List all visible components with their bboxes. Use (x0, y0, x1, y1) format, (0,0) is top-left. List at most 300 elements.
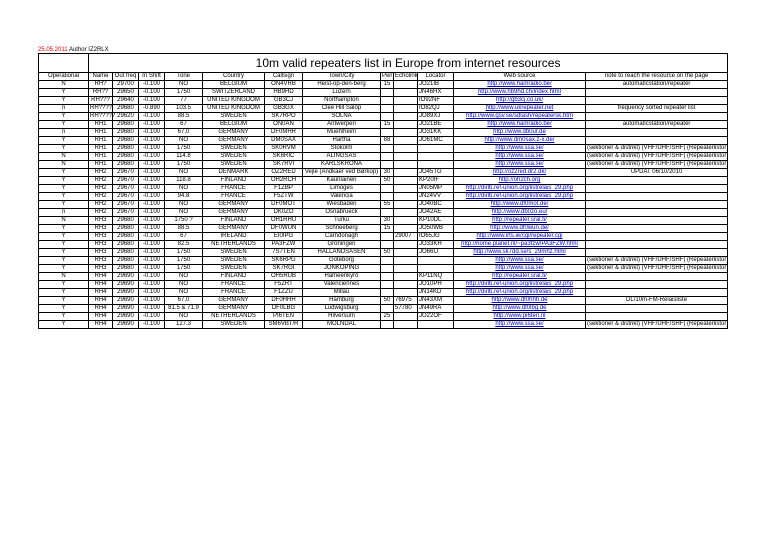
table-cell: JO66IJ (418, 249, 454, 257)
table-cell: DM0SAX (265, 137, 303, 145)
table-cell: -0.100 (139, 121, 165, 129)
table-cell: Y (39, 137, 89, 145)
table-cell: 29680 (113, 153, 139, 161)
web-source-link[interactable]: http://www.hamradio.be/ (454, 121, 586, 129)
table-cell: SK7RGI (265, 265, 303, 273)
table-cell: 103.5 (165, 105, 203, 113)
table-cell: -0.100 (139, 217, 165, 225)
table-row (39, 281, 728, 289)
web-source-link[interactable]: http://www.ssa.se/ (454, 257, 586, 265)
table-cell (586, 185, 728, 193)
table-cell: Y (39, 121, 89, 129)
table-cell: 82.5 (165, 241, 203, 249)
table-cell (418, 265, 454, 273)
table-cell (586, 289, 728, 297)
table-cell: 29680 (113, 241, 139, 249)
table-cell (586, 313, 728, 321)
table-cell: 1750 (165, 145, 203, 153)
table-cell: SWEDEN (203, 257, 265, 265)
table-cell: -0.100 (139, 297, 165, 305)
table-cell: -0.100 (139, 193, 165, 201)
table-cell: SK6RIC (265, 153, 303, 161)
table-cell: 7S7TEN (265, 249, 303, 257)
table-cell: 57780 (394, 305, 418, 313)
table-cell: SWITZERLAND (203, 89, 265, 97)
table-cell: SM6VBT/R (265, 321, 303, 329)
table-row (39, 137, 728, 145)
table-cell: GERMANY (203, 305, 265, 313)
table-cell: 29680 (113, 105, 139, 113)
table-cell: NO (165, 313, 203, 321)
table-cell: RH4 (89, 289, 113, 297)
table-cell (394, 81, 418, 89)
table-cell (394, 113, 418, 121)
table-cell: JO31KK (418, 129, 454, 137)
table-cell: 94.8 (165, 193, 203, 201)
table-cell: DK0ZO (265, 209, 303, 217)
table-cell: RH3 (89, 265, 113, 273)
table-cell: MOLNDAL (303, 321, 381, 329)
table-cell: PI6TEN (265, 313, 303, 321)
table-cell: N (39, 161, 89, 169)
table-cell (418, 257, 454, 265)
table-cell (394, 185, 418, 193)
web-source-link[interactable]: http://www.gsv.se/sdlash/repeatersk.htm (454, 113, 586, 121)
table-cell: -0.100 (139, 145, 165, 153)
web-source-link[interactable]: http://www.dm0sax.z-x.de/ (454, 137, 586, 145)
web-source-link[interactable]: http://home.planet.nl/~pa3fzw/PA3FZW.html (454, 241, 586, 249)
web-source-link[interactable]: http://dirlb.ref-union.org/listrelais_29.php (454, 289, 586, 297)
table-cell: Goteborg (303, 257, 381, 265)
table-cell: Y (39, 249, 89, 257)
table-cell: Limoges (303, 185, 381, 193)
table-cell (586, 225, 728, 233)
table-cell: IO82QJ (418, 105, 454, 113)
table-cell: GERMANY (203, 201, 265, 209)
table-cell: SK7RPO (265, 113, 303, 121)
table-cell: IO65JG (418, 233, 454, 241)
table-cell: 15 (381, 121, 394, 129)
column-header: Out freq (113, 73, 139, 81)
table-cell: FINLAND (203, 217, 265, 225)
table-row (39, 81, 728, 89)
table-cell (394, 129, 418, 137)
table-cell (381, 129, 394, 137)
table-cell (381, 305, 394, 313)
table-cell: 81.5 & 71.9 (165, 305, 203, 313)
web-source-link[interactable]: http://www.df0wun.de/ (454, 225, 586, 233)
web-source-link[interactable]: http://www.ssa.se/ (454, 161, 586, 169)
table-cell: Y (39, 313, 89, 321)
web-source-link[interactable]: http://www.ssa.se/ (454, 321, 586, 329)
table-cell: NETHERLANDS (203, 313, 265, 321)
table-cell: 29650 (113, 89, 139, 97)
column-header: Pwr (382, 73, 393, 79)
table-cell: OH1RHU (265, 217, 303, 225)
table-cell (586, 89, 728, 97)
table-cell: F5ZRT (265, 281, 303, 289)
table-cell: EI0IPG (265, 233, 303, 241)
table-cell (381, 153, 394, 161)
column-header: Tone (165, 73, 203, 81)
table-cell (586, 305, 728, 313)
web-source-link[interactable]: http://www.df0mot.de/ (454, 201, 586, 209)
table-cell: -0.100 (139, 137, 165, 145)
table-cell: (sektioner & distrikt) (VHF/UHF/SHF) (Repeaterlistor) (587, 153, 729, 159)
table-cell: (sektioner & distrikt) (VHF/UHF/SHF) (Repeaterlistor) (587, 265, 729, 271)
table-cell: RH?? (89, 89, 113, 97)
table-cell: 29690 (113, 297, 139, 305)
web-source-link[interactable]: http://www.ssa.se/ (454, 265, 586, 273)
web-source-link[interactable]: http://www.sk7dd.se/s_29mhz.html (454, 249, 586, 257)
table-cell: BELGIUM (203, 81, 265, 89)
table-cell (381, 281, 394, 289)
table-cell: RH3 (89, 241, 113, 249)
table-cell: -0.100 (139, 153, 165, 161)
table-cell: 50 (381, 177, 394, 185)
table-cell: Y (39, 113, 89, 121)
table-cell: -0.100 (139, 273, 165, 281)
table-cell: JN05MP (418, 185, 454, 193)
table-cell: 29690 (113, 321, 139, 329)
table-cell (381, 257, 394, 265)
web-source-link[interactable]: http://www.ssa.se/ (454, 145, 586, 153)
table-cell: Turku (303, 217, 381, 225)
table-cell: FRANCE (203, 289, 265, 297)
table-cell (586, 249, 728, 257)
table-cell: -0.100 (139, 289, 165, 297)
table-cell: Ludwigsburg (303, 305, 381, 313)
table-cell: Y (39, 321, 89, 329)
table-cell: Hilversum (303, 313, 381, 321)
table-cell: OH5RUB (265, 273, 303, 281)
table-cell: DF0MOT (265, 201, 303, 209)
table-cell: -0.890 (139, 105, 165, 113)
table-cell: Northampton (303, 97, 381, 105)
table-cell: 29670 (113, 169, 139, 177)
table-cell: Y (39, 265, 89, 273)
table-cell: 67 (165, 121, 203, 129)
repeater-table (38, 53, 728, 329)
web-source-link[interactable]: http://www.db0zo.eu/ (454, 209, 586, 217)
table-cell: KARLSKRONA (303, 161, 381, 169)
table-cell (394, 121, 418, 129)
table-cell: -0.100 (139, 89, 165, 97)
column-header: Echolink (395, 73, 418, 79)
table-row (39, 225, 728, 233)
table-cell: Y (39, 145, 89, 153)
table-cell: 29007 (394, 233, 418, 241)
table-row (39, 185, 728, 193)
column-header: Name (89, 73, 113, 81)
table-cell: 50 (381, 297, 394, 305)
web-source-link[interactable]: http://dirlb.ref-union.org/listrelais_29.php (454, 193, 586, 201)
table-cell: 114.8 (165, 153, 203, 161)
table-row (39, 105, 728, 113)
table-cell: 29670 (113, 201, 139, 209)
table-cell (418, 321, 454, 329)
web-source-link[interactable]: http://dirlb.ref-union.org/listrelais_29.php (454, 281, 586, 289)
table-cell: -0.100 (139, 249, 165, 257)
table-cell: Millau (303, 289, 381, 297)
table-cell: 29670 (113, 185, 139, 193)
table-cell: 88.5 (165, 225, 203, 233)
table-cell: F1ZBP (265, 185, 303, 193)
table-cell: NO (165, 201, 203, 209)
table-cell (394, 241, 418, 249)
table-cell (586, 241, 728, 249)
table-cell (394, 265, 418, 273)
table-cell: Hamburg (303, 297, 381, 305)
web-source-link[interactable]: http://repeater.sral.fi/ (454, 273, 586, 281)
table-cell: RH2 (89, 169, 113, 177)
table-cell (394, 97, 418, 105)
table-cell: RH??? (89, 97, 113, 105)
table-cell: 29680 (113, 217, 139, 225)
table-cell: -0.100 (139, 185, 165, 193)
table-cell (586, 137, 728, 145)
table-cell: RH4 (89, 273, 113, 281)
column-header: In Shift (139, 73, 165, 81)
table-cell: 29680 (113, 225, 139, 233)
web-source-link[interactable]: http://www.ukrepeater.net (454, 105, 586, 113)
web-source-link[interactable]: http://www.pi6ten.nl (454, 313, 586, 321)
table-cell: JO50WB (418, 225, 454, 233)
table-cell (586, 273, 728, 281)
table-cell: 29670 (113, 209, 139, 217)
table-cell: 76975 (394, 297, 418, 305)
table-cell: GB3GX (265, 105, 303, 113)
table-cell: Carndonagh (303, 233, 381, 241)
table-cell: -0.100 (139, 81, 165, 89)
table-cell: KP20IF (418, 177, 454, 185)
table-cell: 55 (381, 201, 394, 209)
table-cell: FINLAND (203, 273, 265, 281)
table-cell (394, 217, 418, 225)
table-cell: -0.100 (139, 321, 165, 329)
table-cell: 29700 (113, 81, 139, 89)
table-row (39, 305, 728, 313)
table-row (39, 193, 728, 201)
web-source-link[interactable]: http://www.hamradio.be/ (454, 81, 586, 89)
table-cell: NO (165, 185, 203, 193)
table-cell: (sektioner & distrikt) (VHF/UHF/SHF) (Repeaterlistor) (587, 321, 729, 327)
column-header: Locator (418, 73, 454, 81)
web-source-link[interactable]: http://www.hb9hd.ch/index.html (454, 89, 586, 97)
table-cell: SK0RVM (265, 145, 303, 153)
table-cell: FRANCE (203, 281, 265, 289)
table-cell: SK6RPG (265, 257, 303, 265)
web-source-link[interactable]: http://oh2ch.org (454, 177, 586, 185)
table-cell (381, 265, 394, 273)
table-cell (381, 289, 394, 297)
table-cell: Valenciennes (303, 281, 381, 289)
table-cell: 50 (381, 249, 394, 257)
table-cell: N (39, 217, 89, 225)
web-source-link[interactable]: http://repeater.sral.fi/ (454, 217, 586, 225)
table-cell: Y (39, 89, 89, 97)
table-cell: 29680 (113, 161, 139, 169)
column-header: Town/City (303, 73, 381, 81)
table-cell: Antwerpen (303, 121, 381, 129)
table-cell (381, 321, 394, 329)
table-cell: 29680 (113, 265, 139, 273)
table-cell: 77 (165, 97, 203, 105)
table-cell: 29680 (113, 233, 139, 241)
table-cell: Y (39, 185, 89, 193)
table-cell: automaticstation/repeater (586, 81, 728, 89)
table-cell: -0.100 (139, 201, 165, 209)
table-cell: FRANCE (203, 193, 265, 201)
table-row (39, 161, 728, 169)
table-cell: NO (165, 81, 203, 89)
table-row (39, 169, 728, 177)
table-cell (381, 233, 394, 241)
web-source-link[interactable]: http://www.df0lbg.de (454, 305, 586, 313)
table-cell (394, 249, 418, 257)
table-cell: SWEDEN (203, 113, 265, 121)
table-cell: RH???? (90, 105, 113, 111)
table-cell: GERMANY (203, 225, 265, 233)
table-cell: 29690 (113, 313, 139, 321)
table-cell: ON4VRB (265, 81, 303, 89)
table-cell: Hartha (303, 137, 381, 145)
table-cell: -0.100 (139, 209, 165, 217)
table-cell: n (39, 209, 89, 217)
column-header: Country (203, 73, 265, 81)
table-cell: 29690 (113, 281, 139, 289)
table-cell: N (39, 153, 89, 161)
table-cell (394, 313, 418, 321)
table-cell: Vejle (Andkaer ved Børkop) (303, 169, 381, 177)
table-cell: -0.100 (139, 241, 165, 249)
table-cell: 1750 (165, 161, 203, 169)
table-cell (586, 177, 728, 185)
table-cell (394, 137, 418, 145)
table-row (39, 153, 728, 161)
table-cell: Y (39, 281, 89, 289)
table-cell: 15 (381, 81, 394, 89)
table-cell: SWEDEN (203, 265, 265, 273)
table-cell: RH4 (89, 313, 113, 321)
table-cell (394, 257, 418, 265)
web-source-link[interactable]: http://oz2red.dr2.dk/ (454, 169, 586, 177)
table-cell (394, 201, 418, 209)
table-cell: 29690 (113, 273, 139, 281)
table-cell: Heist-op-den-berg (303, 81, 381, 89)
table-row (39, 217, 728, 225)
table-cell: 29640 (113, 97, 139, 105)
table-cell: FRANCE (203, 185, 265, 193)
table-cell (586, 209, 728, 217)
table-cell: Clee Hill Salop (303, 105, 381, 113)
table-cell: SOLNA (303, 113, 381, 121)
table-row (39, 145, 728, 153)
table-cell: 67.0 (165, 129, 203, 137)
table-cell: JO21BE (418, 121, 454, 129)
table-cell: IO92NF (418, 97, 454, 105)
web-source-link[interactable]: http://www.db0ur.de (454, 129, 586, 137)
table-cell: FINLAND (203, 177, 265, 185)
table-cell: RH4 (89, 297, 113, 305)
table-cell (394, 209, 418, 217)
table-cell (586, 201, 728, 209)
table-cell: -0.100 (139, 161, 165, 169)
table-cell: -0.100 (139, 129, 165, 137)
table-cell (394, 169, 418, 177)
table-cell: JN49RA (418, 305, 454, 313)
table-cell: RH3 (89, 257, 113, 265)
table-cell: KP10DL (418, 217, 454, 225)
table-cell: Luzern (303, 89, 381, 97)
table-cell (394, 89, 418, 97)
table-cell (381, 97, 394, 105)
table-cell (381, 105, 394, 113)
table-cell: RH3 (89, 233, 113, 241)
table-cell: 88 (381, 137, 394, 145)
table-cell (586, 113, 728, 121)
web-source-link[interactable]: http://www.irts.ie/cgi/repeater.cgi (454, 233, 586, 241)
table-cell: 29680 (113, 137, 139, 145)
table-row (39, 313, 728, 321)
table-cell: 88.5 (165, 113, 203, 121)
table-cell (381, 113, 394, 121)
table-cell: Y (39, 225, 89, 233)
table-cell: Y (39, 201, 89, 209)
web-source-link[interactable]: http://www.ssa.se/ (454, 153, 586, 161)
table-cell: 30 (381, 217, 394, 225)
column-header: Callsign (265, 73, 303, 81)
table-cell: DF0HHH (265, 297, 303, 305)
table-cell: NO (165, 273, 203, 281)
table-row (39, 273, 728, 281)
table-row (39, 321, 728, 329)
table-cell: 1750 (165, 257, 203, 265)
web-source-link[interactable]: http://gb3cj.co.uk/ (454, 97, 586, 105)
table-cell: 29680 (113, 129, 139, 137)
table-cell: KP11NQ (418, 273, 454, 281)
table-cell: IRELAND (203, 233, 265, 241)
table-cell (381, 209, 394, 217)
table-cell: RH2 (89, 177, 113, 185)
table-cell (394, 193, 418, 201)
table-cell: Y (39, 289, 89, 297)
table-row (39, 289, 728, 297)
table-cell (394, 177, 418, 185)
table-cell: JN46HX (418, 89, 454, 97)
table-cell: Groningen (303, 241, 381, 249)
table-cell: 1750 (165, 89, 203, 97)
document-author: Author IZ2RLX (68, 47, 109, 53)
table-cell: RH1 (89, 153, 113, 161)
title-spacer (39, 54, 89, 73)
table-cell (586, 281, 728, 289)
table-cell: RH2 (89, 193, 113, 201)
table-cell: -0.100 (139, 113, 165, 121)
table-cell: -0.100 (139, 305, 165, 313)
table-cell: Y (39, 305, 89, 313)
table-cell: Muehlheim (303, 129, 381, 137)
web-source-link[interactable]: http://www.df0hhh.de (454, 297, 586, 305)
table-cell: DENMARK (203, 169, 265, 177)
table-cell (381, 145, 394, 153)
table-cell (586, 97, 728, 105)
web-source-link[interactable]: http://dirlb.ref-union.org/listrelais_29.php (454, 185, 586, 193)
table-cell: 118.8 (165, 177, 203, 185)
table-cell: UNITED KINGDOM (203, 105, 265, 113)
table-cell: 29680 (113, 257, 139, 265)
table-cell (394, 105, 418, 113)
